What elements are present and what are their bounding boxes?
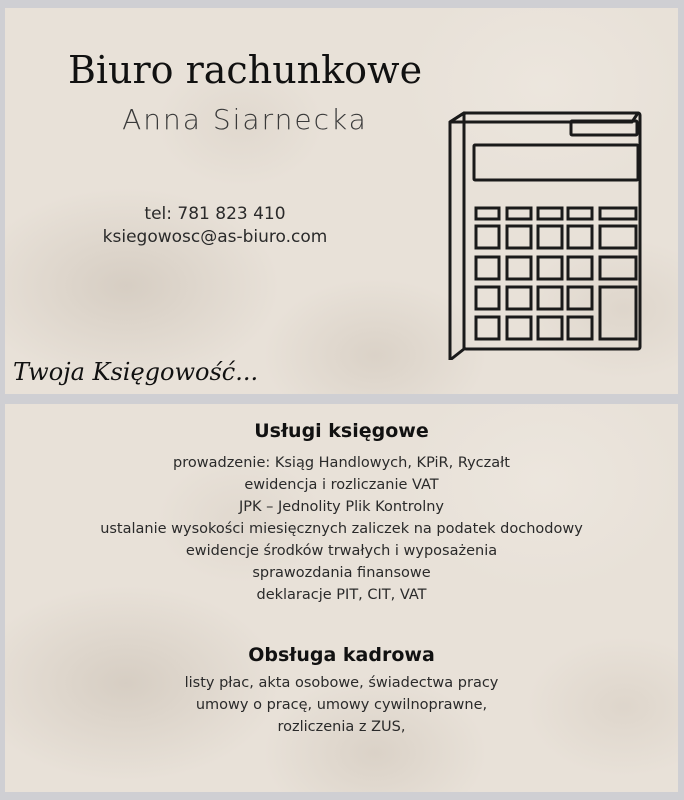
calculator-icon xyxy=(447,102,643,360)
hr-list xyxy=(5,672,678,738)
services-list xyxy=(5,452,678,606)
hr-item: listy płac, akta osobowe, świadectwa pracy xyxy=(184,675,499,691)
phone-number: tel: 781 823 410 xyxy=(144,204,286,224)
service-item: deklaracje PIT, CIT, VAT xyxy=(256,587,427,603)
service-item: ewidencje środków trwałych i wyposażenia xyxy=(185,543,498,559)
hr-section xyxy=(5,644,678,738)
services-title: Usługi księgowe xyxy=(254,420,429,442)
service-item: prowadzenie: Ksiąg Handlowych, KPiR, Ryczałt xyxy=(173,455,510,471)
hr-title: Obsługa kadrowa xyxy=(248,644,435,666)
service-item: ewidencja i rozliczanie VAT xyxy=(244,477,439,493)
owner-name: Anna Siarnecka xyxy=(122,103,368,136)
hr-item: rozliczenia z ZUS, xyxy=(277,719,406,735)
business-title: Biuro rachunkowe xyxy=(67,48,423,92)
tagline: Twoja Księgowość... xyxy=(13,358,259,386)
services-section xyxy=(5,420,678,606)
email-address: ksiegowosc@as-biuro.com xyxy=(102,227,328,247)
service-item: sprawozdania finansowe xyxy=(252,565,431,581)
service-item: JPK – Jednolity Plik Kontrolny xyxy=(238,499,445,515)
business-card-front xyxy=(5,8,678,394)
hr-item: umowy o pracę, umowy cywilnoprawne, xyxy=(195,697,488,713)
service-item: ustalanie wysokości miesięcznych zaliczek na podatek dochodowy xyxy=(100,521,583,537)
business-card-back xyxy=(5,404,678,792)
contact-info xyxy=(45,203,385,249)
